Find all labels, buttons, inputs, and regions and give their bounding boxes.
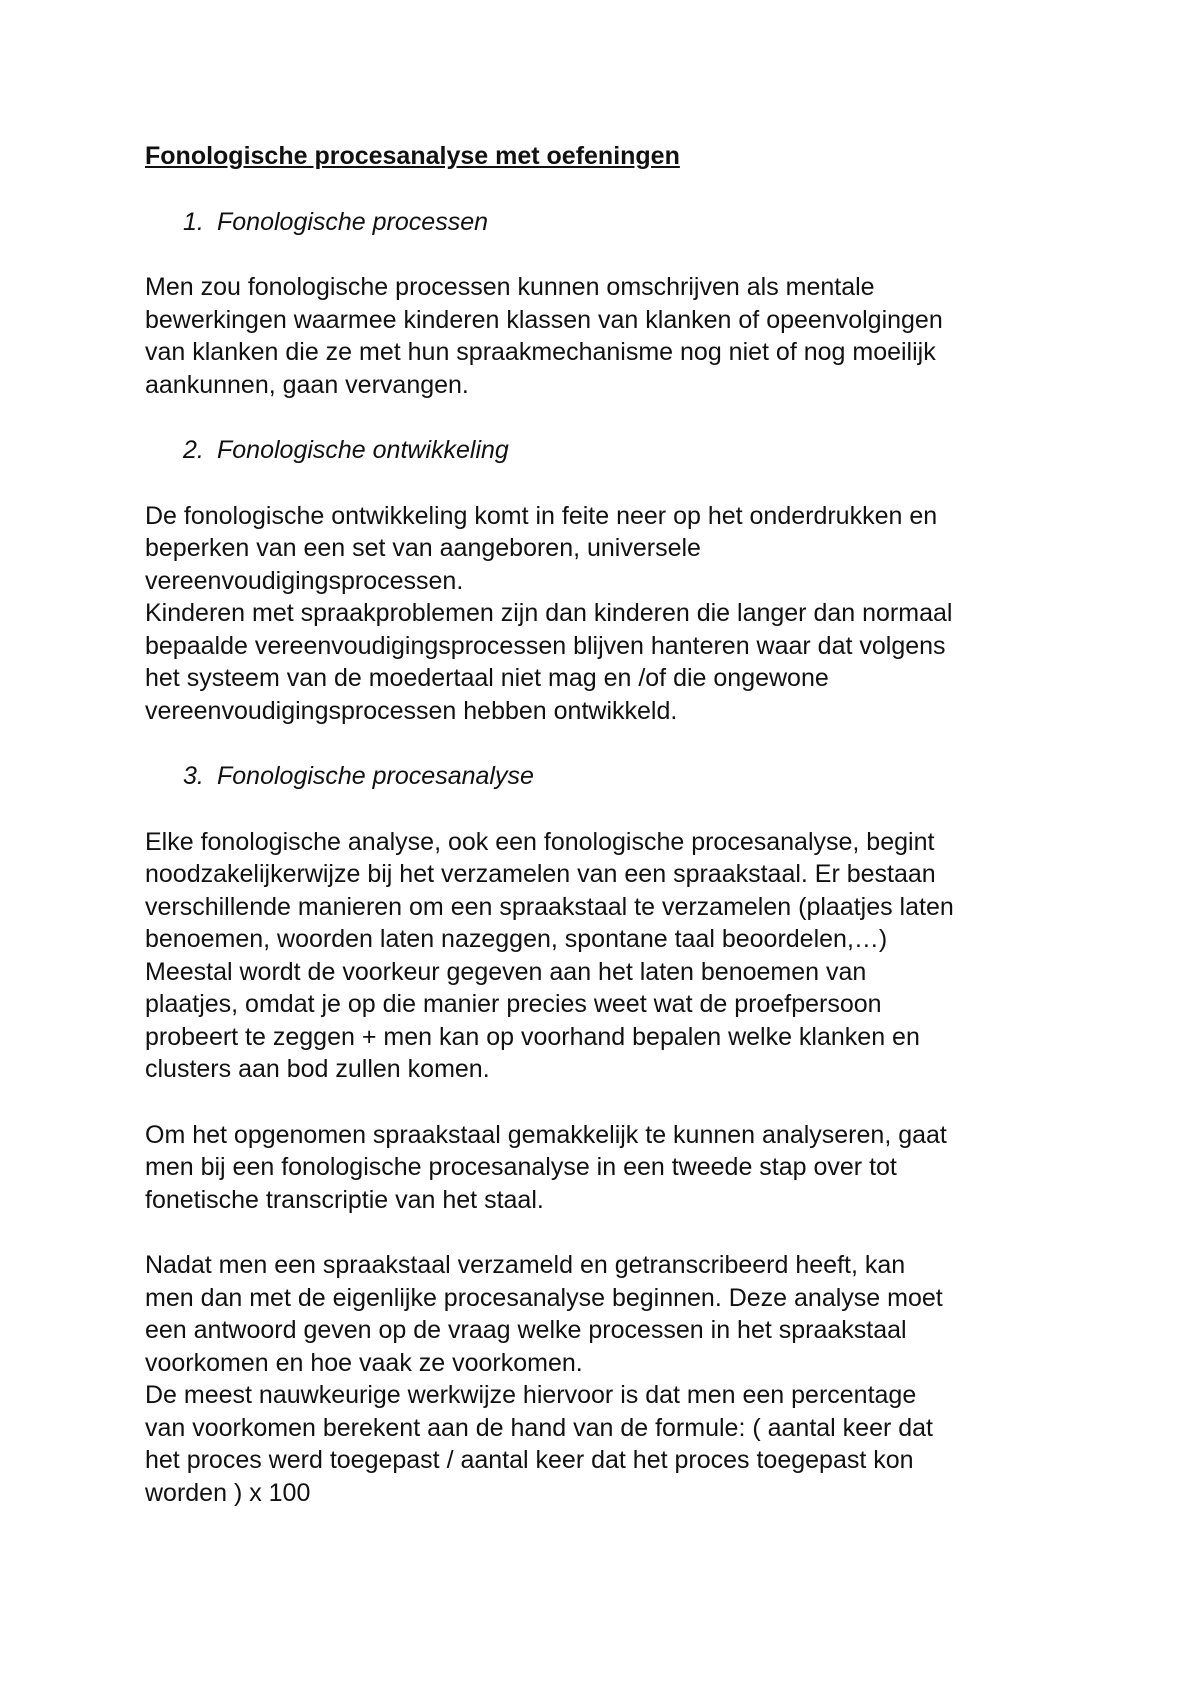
text-line: plaatjes, omdat je op die manier precies weet wat de proefpersoon [145, 990, 882, 1018]
text-line: fonetische transcriptie van het staal. [145, 1185, 544, 1214]
text-line: Meestal wordt de voorkeur gegeven aan het laten benoemen van [145, 957, 867, 986]
section-number: 1. [183, 207, 204, 236]
section-fonologische-procesanalyse [145, 760, 1085, 1509]
text-line: Om het opgenomen spraakstaal gemakkelijk te kunnen analyseren, gaat [145, 1120, 947, 1149]
text-line: het proces werd toegepast / aantal keer dat het proces toegepast kon [145, 1446, 914, 1474]
text-line: De fonologische ontwikkeling komt in feite neer op het onderdrukken en [145, 501, 938, 530]
section-number: 2. [183, 436, 204, 464]
paragraph [145, 1119, 1085, 1217]
text-line: bewerkingen waarmee kinderen klassen van klanken of opeenvolgingen [145, 305, 943, 334]
text-line: worden ) x 100 [145, 1478, 311, 1507]
text-line: noodzakelijkerwijze bij het verzamelen van een spraakstaal. Er bestaan [145, 860, 936, 888]
paragraph [145, 271, 1085, 401]
text-line: probeert te zeggen + men kan op voorhand bepalen welke klanken en [145, 1022, 920, 1051]
text-line: een antwoord geven op de vraag welke processen in het spraakstaal [145, 1316, 907, 1344]
text-line: Men zou fonologische processen kunnen omschrijven als mentale [145, 273, 875, 301]
text-line: van klanken die ze met hun spraakmechanisme nog niet of nog moeilijk [145, 338, 936, 366]
text-line: het systeem van de moedertaal niet mag en /of die ongewone [145, 664, 829, 692]
section-heading [145, 206, 1085, 239]
section-title: Fonologische processen [217, 207, 488, 236]
paragraph [145, 1249, 1085, 1509]
document-page [145, 140, 1085, 1542]
document-title: Fonologische procesanalyse met oefeningen [145, 142, 680, 170]
text-line: aankunnen, gaan vervangen. [145, 370, 469, 399]
text-line: vereenvoudigingsprocessen hebben ontwikkeld. [145, 696, 678, 725]
text-line: Nadat men een spraakstaal verzameld en getranscribeerd heeft, kan [145, 1251, 906, 1279]
text-line: bepaalde vereenvoudigingsprocessen blijven hanteren waar dat volgens [145, 631, 946, 660]
text-line: benoemen, woorden laten nazeggen, spontane taal beoordelen,…) [145, 925, 888, 953]
paragraph [145, 500, 1085, 728]
section-number: 3. [183, 762, 204, 790]
text-line: van voorkomen berekent aan de hand van de formule: ( aantal keer dat [145, 1413, 934, 1442]
text-line: men bij een fonologische procesanalyse in een tweede stap over tot [145, 1153, 897, 1181]
text-line: Kinderen met spraakproblemen zijn dan kinderen die langer dan normaal [145, 599, 953, 627]
section-fonologische-processen [145, 206, 1085, 402]
section-heading [145, 434, 1085, 467]
text-line: men dan met de eigenlijke procesanalyse beginnen. Deze analyse moet [145, 1283, 943, 1312]
text-line: clusters aan bod zullen komen. [145, 1055, 490, 1083]
section-title: Fonologische ontwikkeling [217, 436, 509, 464]
section-title: Fonologische procesanalyse [217, 762, 534, 790]
text-line: verschillende manieren om een spraakstaal te verzamelen (plaatjes laten [145, 892, 954, 921]
section-fonologische-ontwikkeling [145, 434, 1085, 727]
text-line: beperken van een set van aangeboren, universele [145, 534, 701, 562]
text-line: voorkomen en hoe vaak ze voorkomen. [145, 1348, 583, 1377]
text-line: De meest nauwkeurige werkwijze hiervoor is dat men een percentage [145, 1381, 917, 1409]
text-line: vereenvoudigingsprocessen. [145, 566, 464, 595]
paragraph [145, 826, 1085, 1086]
section-heading [145, 760, 1085, 793]
text-line: Elke fonologische analyse, ook een fonologische procesanalyse, begint [145, 827, 935, 856]
